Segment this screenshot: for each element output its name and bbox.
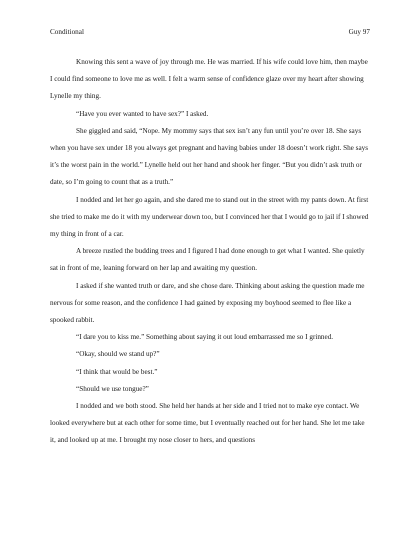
paragraph: “I dare you to kiss me.” Something about saying it out loud embarrassed me so I grinned.	[76, 333, 334, 342]
paragraph: “Okay, should we stand up?”	[76, 350, 160, 359]
paragraph: “Should we use tongue?”	[76, 384, 149, 393]
page-number: Guy 97	[348, 28, 370, 36]
paragraph: Knowing this sent a wave of joy through me. He was married. If his wife could love him, then maybe I could find someone to love me as well. I felt a warm sense of confidence glaze over my heart after showing Lynelle my thing.	[50, 58, 368, 101]
paragraph: I nodded and we both stood. She held her hands at her side and I tried not to make eye contact. We looked everywhere but at each other for some time, but I eventually reached out for her hand. She let me take it, and looked up at me. I brought my nose closer to hers, and questions	[50, 402, 365, 445]
paragraph: I asked if she wanted truth or dare, and she chose dare. Thinking about asking the question made me nervous for some reason, and the confidence I had gained by exposing my boyhood seemed to flee like a spooked rabbit.	[50, 281, 365, 325]
running-title: Conditional	[50, 28, 84, 36]
paragraph: A breeze rustled the budding trees and I figured I had done enough to get what I wanted. She quietly sat in front of me, leaning forward on her lap and awaiting my question.	[50, 247, 365, 273]
body-text	[50, 54, 370, 450]
page-header	[50, 26, 370, 38]
paragraph: “I think that would be best.”	[76, 367, 158, 376]
paragraph: “Have you ever wanted to have sex?” I asked.	[76, 109, 209, 118]
paragraph: I nodded and let her go again, and she dared me to stand out in the street with my pants down. At first she tried to make me do it with my underwear down too, but I convinced her that I would go to jail if I showed my thing in front of a car.	[50, 195, 369, 239]
paragraph: She giggled and said, “Nope. My mommy says that sex isn’t any fun until you’re over 18. She says when you have sex under 18 you always get pregnant and having babies under 18 doesn’t work right. She says it’s the worst pain in the world.” Lynelle held out her hand and shook her finger. “But you didn’t ask truth or date, so I’m going to count that as a truth.”	[50, 126, 369, 187]
